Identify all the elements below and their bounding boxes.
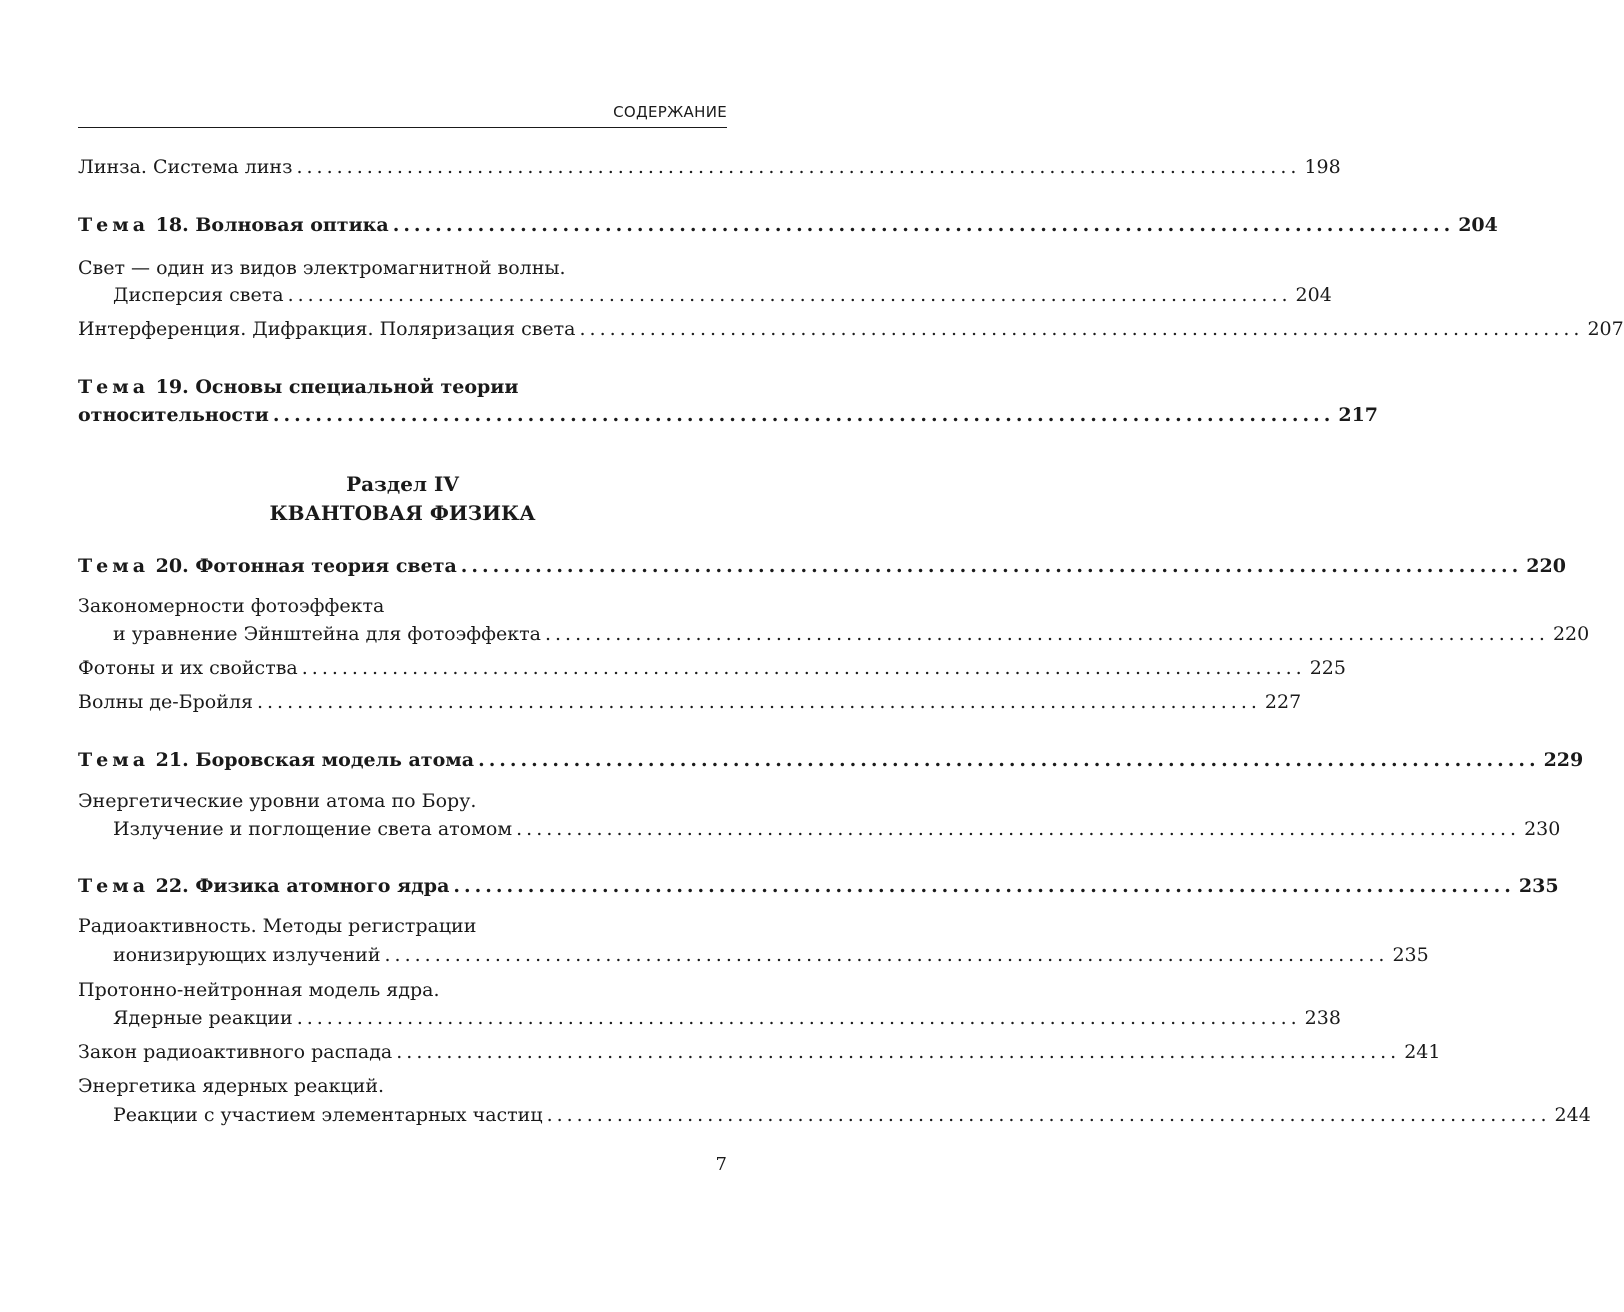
leader-dots: .................................................................................................... (392, 214, 1455, 236)
toc-entry-line1: Свет — один из видов электромагнитной волны. (78, 257, 566, 279)
toc-topic (78, 402, 1379, 428)
toc-entry (113, 1102, 1591, 1128)
toc-entry-page: 241 (1404, 1041, 1441, 1063)
leader-dots: .................................................................................................... (546, 1104, 1551, 1126)
toc-entry-page: 220 (1552, 623, 1590, 645)
toc-entry-page: 204 (1295, 284, 1332, 306)
toc-entry-title: ионизирующих излучений (113, 944, 381, 966)
leader-dots: .................................................................................................... (453, 875, 1515, 897)
toc-entry-title: Излучение и поглощение света атомом (113, 818, 513, 840)
toc-entry (78, 154, 1341, 180)
leader-dots: .................................................................................................... (296, 1007, 1301, 1029)
toc-entry (113, 1005, 1341, 1031)
toc-entry (113, 621, 1590, 647)
leader-dots: .................................................................................................... (256, 691, 1261, 713)
toc-entry-title: Дисперсия света (113, 284, 284, 306)
toc-topic (78, 212, 1498, 238)
toc-entry-page: 220 (1526, 555, 1566, 577)
leader-dots: .................................................................................................... (460, 555, 1523, 577)
leader-dots: .................................................................................................... (544, 623, 1549, 645)
toc-entry-page: 204 (1458, 214, 1498, 236)
topic-label: Тема (78, 749, 150, 771)
toc-entry-title: Интерференция. Дифракция. Поляризация света (78, 318, 576, 340)
toc-entry-title: Фотоны и их свойства (78, 657, 298, 679)
toc-entry (113, 282, 1332, 308)
toc-entry (78, 316, 1624, 342)
toc-entry-title: 18. Волновая оптика (155, 214, 389, 236)
toc-entry-title: и уравнение Эйнштейна для фотоэффекта (113, 623, 541, 645)
toc-entry-title: относительности (78, 404, 269, 426)
toc-entry-title: 20. Фотонная теория света (155, 555, 457, 577)
toc-entry-page: 230 (1524, 818, 1561, 840)
leader-dots: .................................................................................................... (579, 318, 1584, 340)
leader-dots: .................................................................................................... (272, 404, 1335, 426)
toc-entry (78, 689, 1302, 715)
toc-entry-title: 21. Боровская модель атома (155, 749, 475, 771)
toc-entry-page: 207 (1587, 318, 1624, 340)
toc-entry-page: 235 (1518, 875, 1559, 897)
toc-entry-line1: Радиоактивность. Методы регистрации (78, 915, 477, 937)
toc-entry-page: 238 (1304, 1007, 1341, 1029)
topic-label: Тема (78, 555, 150, 577)
leader-dots: .................................................................................................... (478, 749, 1540, 771)
topic-label: Тема (78, 875, 150, 897)
leader-dots: .................................................................................................... (384, 944, 1389, 966)
toc-entry-page: 227 (1264, 691, 1302, 713)
running-head: СОДЕРЖАНИЕ (613, 103, 727, 121)
toc-entry-title: Ядерные реакции (113, 1007, 293, 1029)
toc-entry (78, 1039, 1441, 1065)
toc-topic-line1: Тема 19. Основы специальной теории (78, 376, 519, 398)
toc-entry (113, 942, 1429, 968)
toc-entry-page: 235 (1392, 944, 1429, 966)
topic-label: Тема (78, 214, 150, 236)
toc-entry-page: 198 (1304, 156, 1341, 178)
leader-dots: .................................................................................................... (296, 156, 1301, 178)
toc-entry-line1: Энергетика ядерных реакций. (78, 1075, 385, 1097)
header-rule (78, 127, 727, 128)
toc-entry-title: Волны де-Бройля (78, 691, 253, 713)
topic-label: Тема (78, 376, 150, 398)
toc-entry (78, 655, 1346, 681)
toc-entry-page: 229 (1543, 749, 1584, 771)
toc-entry-title: 22. Физика атомного ядра (155, 875, 450, 897)
toc-entry-page: 225 (1309, 657, 1346, 679)
toc-topic (78, 553, 1566, 579)
toc-entry-page: 217 (1338, 404, 1379, 426)
toc-entry-page: 244 (1554, 1104, 1591, 1126)
leader-dots: .................................................................................................... (516, 818, 1521, 840)
toc-entry-title: Линза. Система линз (78, 156, 293, 178)
section-title: КВАНТОВАЯ ФИЗИКА (269, 501, 536, 525)
toc-entry-line1: Закономерности фотоэффекта (78, 595, 385, 617)
leader-dots: .................................................................................................... (301, 657, 1306, 679)
section-label: Раздел IV (346, 472, 459, 496)
toc-entry (113, 816, 1561, 842)
toc-entry-line1: Энергетические уровни атома по Бору. (78, 790, 477, 812)
page-number: 7 (715, 1154, 727, 1175)
leader-dots: .................................................................................................... (396, 1041, 1401, 1063)
toc-topic (78, 873, 1559, 899)
leader-dots: .................................................................................................... (287, 284, 1292, 306)
toc-topic (78, 747, 1584, 773)
toc-entry-title: Закон радиоактивного распада (78, 1041, 393, 1063)
toc-entry-title: Реакции с участием элементарных частиц (113, 1104, 543, 1126)
toc-entry-line1: Протонно-нейтронная модель ядра. (78, 979, 440, 1001)
